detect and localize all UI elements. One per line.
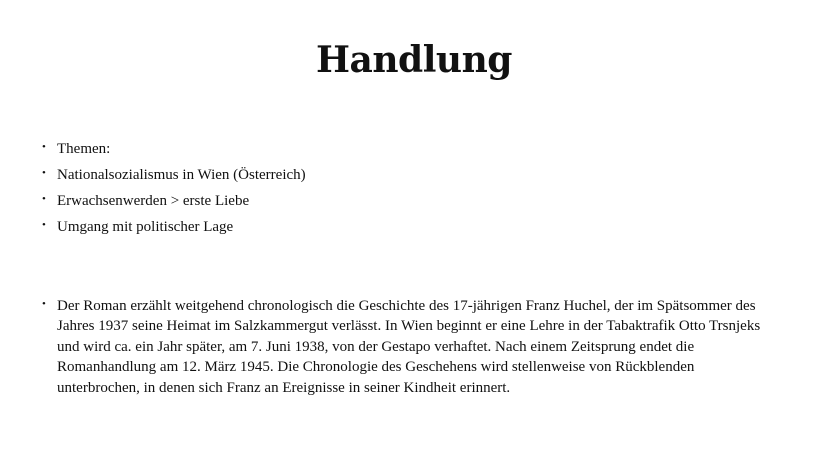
summary-line: Romanhandlung am 12. März 1945. Die Chronologie des Geschehens wird stellenweise von Rückblenden [57, 359, 695, 376]
summary-list [42, 296, 797, 398]
summary-paragraph [42, 296, 797, 398]
bullet-icon: • [42, 193, 46, 205]
slide-title: Handlung [316, 39, 512, 81]
summary-line: unterbrochen, in denen sich Franz an Ereignisse in seiner Kindheit erinnert. [57, 379, 511, 396]
topic-text: Erwachsenwerden > erste Liebe [57, 193, 250, 209]
summary-line: Der Roman erzählt weitgehend chronologisch die Geschichte des 17-jährigen Franz Huchel, der im Spätsommer des [57, 298, 756, 314]
bullet-icon: • [42, 219, 46, 231]
list-item [42, 139, 802, 165]
topic-text: Themen: [57, 141, 111, 157]
topic-text: Nationalsozialismus in Wien (Österreich) [57, 167, 306, 183]
summary-line: Jahres 1937 seine Heimat im Salzkammergut verlässt. In Wien beginnt er eine Lehre in der Tabaktrafik Otto Trsnjeks [57, 318, 761, 335]
list-item [42, 217, 802, 243]
bullet-icon: • [42, 141, 46, 153]
bullet-icon: • [42, 298, 46, 310]
bullet-icon: • [42, 167, 46, 179]
list-item [42, 165, 802, 191]
topics-list [42, 139, 802, 243]
topic-text: Umgang mit politischer Lage [57, 219, 234, 235]
list-item [42, 191, 802, 217]
summary-line: und wird ca. ein Jahr später, am 7. Juni 1938, von der Gestapo verhaftet. Nach einem Zeitsprung endet die [57, 338, 695, 355]
